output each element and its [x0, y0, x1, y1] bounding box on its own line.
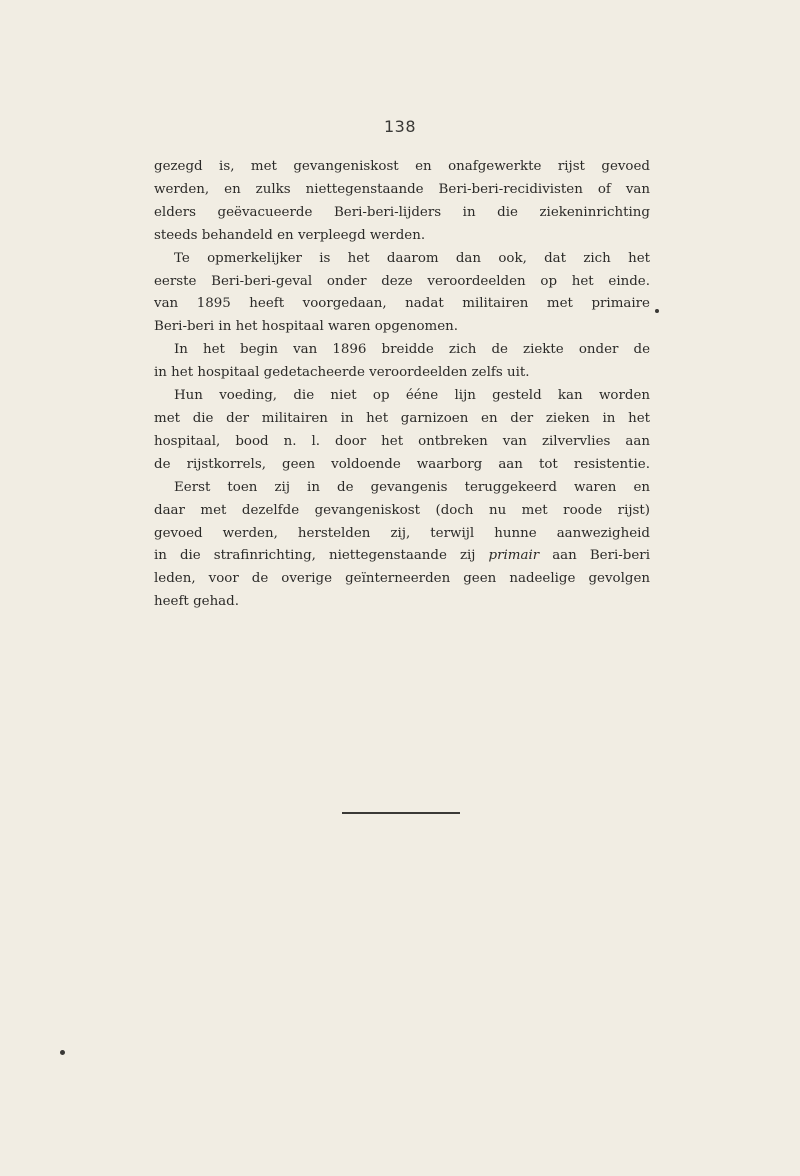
italic-word: primair [488, 548, 540, 564]
section-divider [342, 812, 460, 814]
page-number: 138 [383, 117, 417, 136]
text-line: Te opmerkelijker is het daarom dan ook, dat zich het [174, 250, 650, 266]
text-line: heeft gehad. [154, 594, 239, 610]
text-line: leden, voor de overige geïnterneerden geen nadeelige gevolgen [154, 571, 650, 587]
text-line: hospitaal, bood n. l. door het ontbreken van zilvervlies aan [154, 433, 650, 449]
ink-speck-decoration [655, 309, 659, 313]
ink-speck-decoration [60, 1050, 65, 1055]
text-line: werden, en zulks niettegenstaande Beri-beri-recidivisten of van [154, 181, 650, 197]
text-line: daar met dezelfde gevangeniskost (doch nu met roode rijst) [154, 502, 650, 518]
text-line: van 1895 heeft voorgedaan, nadat militairen met primaire [154, 296, 650, 312]
text-fragment: aan Beri-beri [552, 548, 650, 564]
text-line: gezegd is, met gevangeniskost en onafgewerkte rijst gevoed [154, 159, 650, 174]
text-line: Beri-beri in het hospitaal waren opgenomen. [154, 319, 459, 335]
text-line: in het hospitaal gedetacheerde veroordeelden zelfs uit. [154, 365, 530, 381]
text-line: gevoed werden, herstelden zij, terwijl hunne aanwezigheid [154, 525, 650, 541]
text-fragment: in die strafinrichting, niettegenstaande zij [154, 548, 476, 564]
text-line: met die der militairen in het garnizoen en der zieken in het [154, 410, 650, 426]
body-text [154, 156, 650, 614]
text-line: de rijstkorrels, geen voldoende waarborg aan tot resistentie. [154, 456, 650, 472]
text-line: Eerst toen zij in de gevangenis teruggekeerd waren en [174, 479, 650, 495]
text-line: eerste Beri-beri-geval onder deze veroordeelden op het einde. [154, 273, 650, 289]
text-line: steeds behandeld en verpleegd werden. [154, 227, 426, 243]
text-line: Hun voeding, die niet op ééne lijn gesteld kan worden [174, 388, 650, 404]
text-line: elders geëvacueerde Beri-beri-lijders in die ziekeninrichting [154, 204, 650, 220]
text-line [154, 545, 650, 568]
text-line: In het begin van 1896 breidde zich de ziekte onder de [174, 342, 650, 358]
